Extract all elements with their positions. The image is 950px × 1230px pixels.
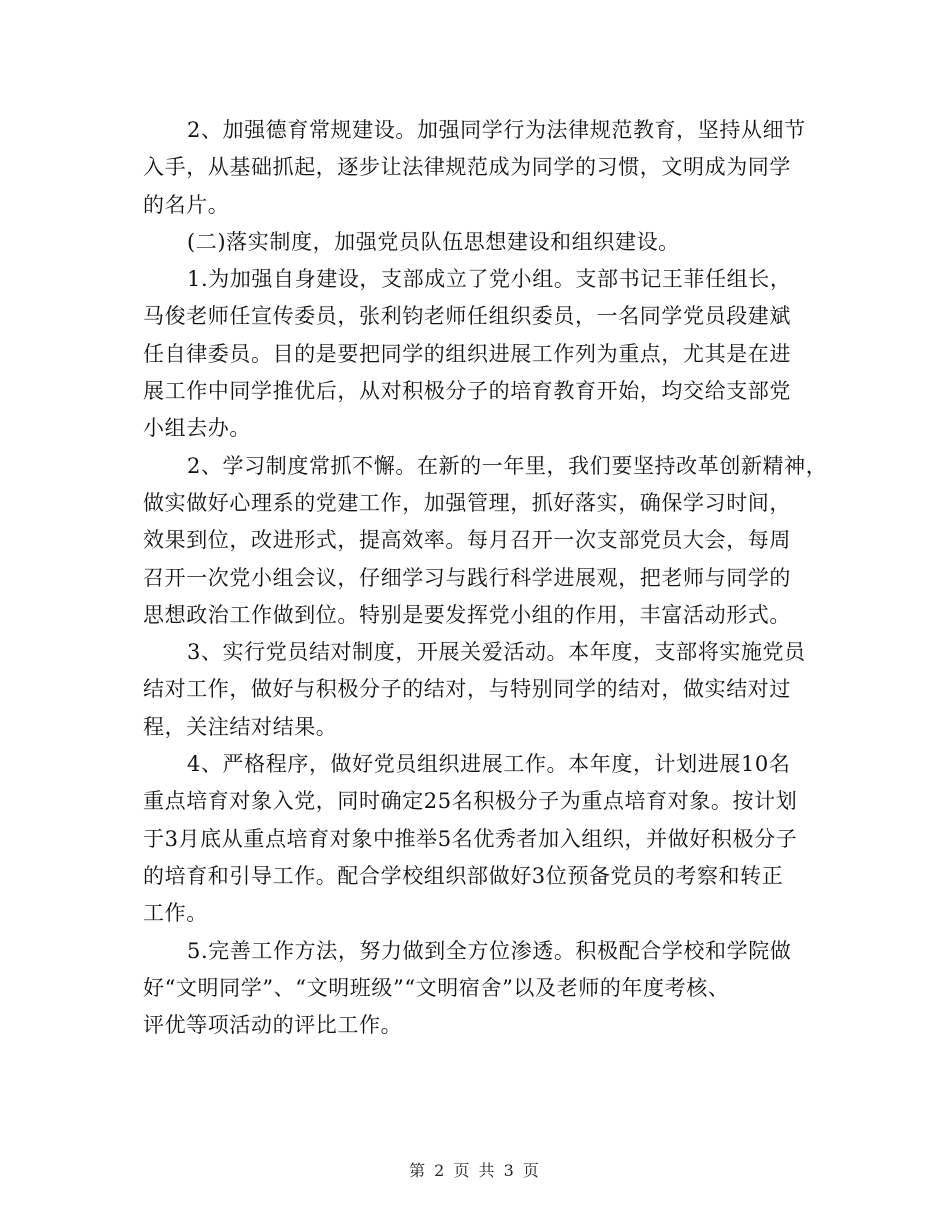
text-line: 召开一次党小组会议，仔细学习与践行科学进展观，把老师与同学的 <box>143 565 791 590</box>
text-line: 程，关注结对结果。 <box>143 714 338 739</box>
text-line: 2、加强德育常规建设。加强同学行为法律规范教育，坚持从细节 <box>187 118 806 142</box>
text-line: 1.为加强自身建设，支部成立了党小组。支部书记王菲任组长， <box>187 267 792 292</box>
text-line: 的培育和引导工作。配合学校组织部做好3位预备党员的考察和转正 <box>143 863 784 888</box>
text-line: 评优等项活动的评比工作。 <box>143 1013 403 1038</box>
document-body <box>143 112 828 1044</box>
text-line: 小组去办。 <box>143 416 251 441</box>
text-line: 做实做好心理系的党建工作，加强管理，抓好落实，确保学习时间， <box>143 490 791 515</box>
page-footer: 第 2 页 共 3 页 <box>409 1161 541 1180</box>
text-line: 的名片。 <box>143 192 230 217</box>
text-line: 4、严格程序，做好党员组织进展工作。本年度，计划进展10名 <box>187 752 791 777</box>
text-line: 展工作中同学推优后，从对积极分子的培育教育开始，均交给支部党 <box>143 379 791 404</box>
text-line: 马俊老师任宣传委员，张利钧老师任组织委员，一名同学党员段建斌 <box>143 304 791 329</box>
text-line: 入手，从基础抓起，逐步让法律规范成为同学的习惯，文明成为同学 <box>143 155 791 180</box>
text-line: 于3月底从重点培育对象中推举5名优秀者加入组织，并做好积极分子 <box>143 826 798 851</box>
text-line: 思想政治工作做到位。特别是要发挥党小组的作用，丰富活动形式。 <box>143 602 791 627</box>
text-line: 工作。 <box>143 901 208 926</box>
text-line: 效果到位，改进形式，提高效率。每月召开一次支部党员大会，每周 <box>143 528 791 553</box>
text-line: 2、学习制度常抓不懈。在新的一年里，我们要坚持改革创新精神， <box>187 453 828 478</box>
text-line: 5.完善工作方法，努力做到全方位渗透。积极配合学校和学院做 <box>187 938 792 963</box>
text-line: 3、实行党员结对制度，开展关爱活动。本年度，支部将实施党员 <box>187 640 806 665</box>
text-line: 重点培育对象入党，同时确定25名积极分子为重点培育对象。按计划 <box>143 789 798 814</box>
text-line: 结对工作，做好与积极分子的结对，与特别同学的结对，做实结对过 <box>143 677 791 702</box>
text-line: (二)落实制度，加强党员队伍思想建设和组织建设。 <box>187 229 680 254</box>
text-line: 好“文明同学”、“文明班级”“文明宿舍”以及老师的年度考核、 <box>143 975 730 1000</box>
text-line: 任自律委员。目的是要把同学的组织进展工作列为重点，尤其是在进 <box>143 341 791 366</box>
